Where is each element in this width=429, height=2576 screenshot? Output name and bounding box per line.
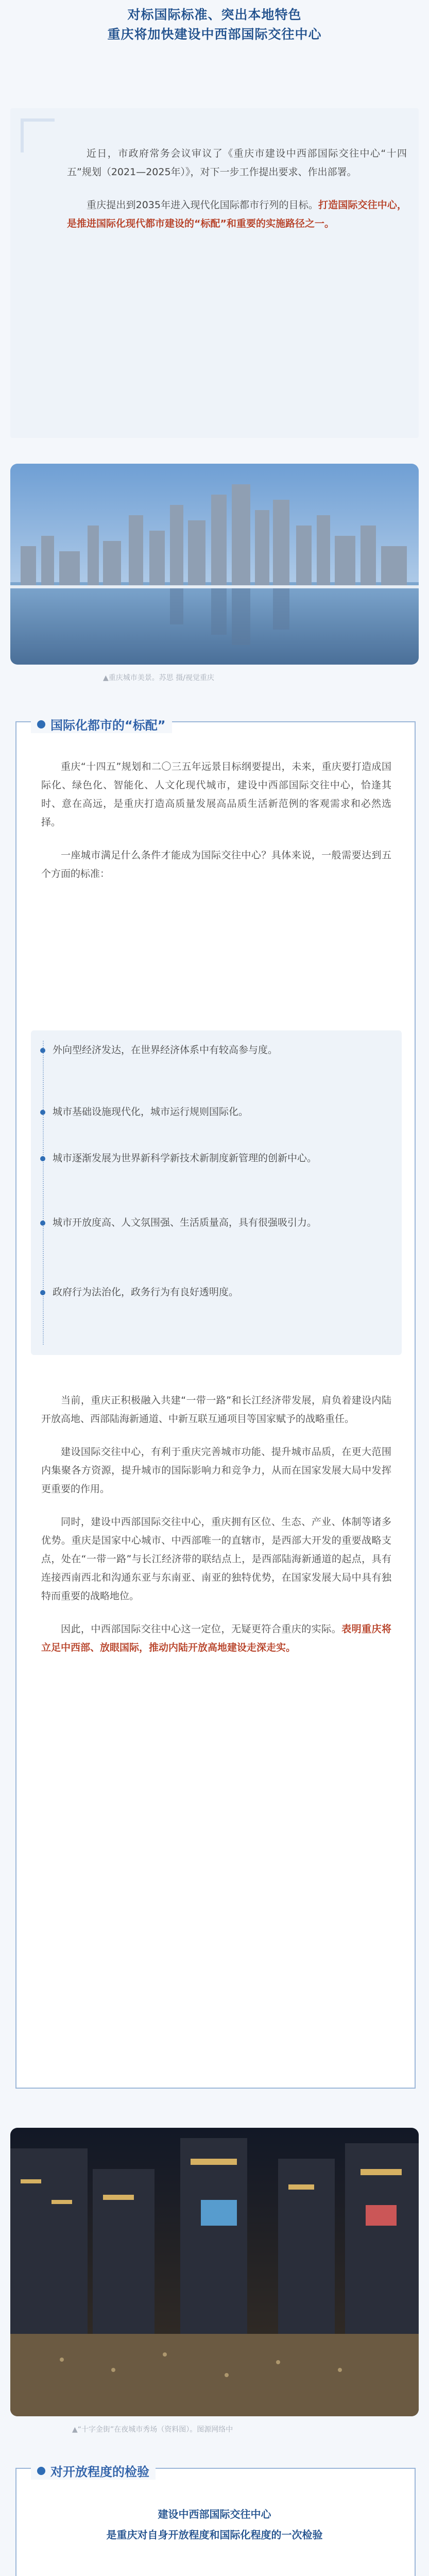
criteria-item-text: 外向型经济发达，在世界经济体系中有较高参与度。: [53, 1044, 278, 1056]
city-skyline-photo: [10, 464, 419, 665]
header-line-1: 对标国际标准、突出本地特色: [127, 7, 302, 22]
intro-paragraph-1: 近日，市政府常务会议审议了《重庆市建设中西部国际交往中心“十四五”规划（2021—2025年）》，对下一步工作提出要求、作出部署。: [67, 148, 407, 178]
intro-highlight: 打造国际交往中心，是推进国际化现代都市建设的“标配”和重要的实施路径之一。: [67, 199, 407, 229]
section1-paragraph-6: [41, 1620, 391, 1657]
header-line-2: 重庆将加快建设中西部国际交往中心: [107, 27, 322, 42]
section1-paragraph-3: 当前，重庆正积极融入共建“一带一路”和长江经济带发展，肩负着建设内陆开放高地、西部陆海新通道、中新互联互通项目等国家赋予的战略重任。: [41, 1395, 391, 1425]
section1-highlight: 表明重庆将立足中西部、放眼国际，推动内陆开放高地建设走深走实。: [41, 1623, 391, 1653]
criteria-item-text: 城市基础设施现代化，城市运行规则国际化。: [53, 1106, 249, 1117]
section1-paragraph-1: 重庆“十四五”规划和二〇三五年远景目标纲要提出，未来，重庆要打造成国际化、绿色化、智能化、人文化现代城市，建设中西部国际交往中心，恰逢其时、意在高远，是重庆打造高质量发展高品质生活新范例的客观需求和必然选择。: [41, 761, 391, 828]
section1-title: 国际化都市的“标配”: [50, 718, 166, 733]
intro-box: [10, 108, 419, 438]
photo2-caption: ▲“十字金街”在夜城市秀场（资料图）。图源网络中: [72, 2426, 233, 2434]
criteria-item: [40, 1103, 390, 1121]
photo1-caption: ▲重庆城市美景。苏思 摄/视觉重庆: [103, 674, 214, 682]
bullet-dot-icon: [40, 1110, 45, 1115]
night-street-image: [10, 2128, 419, 2416]
section1-paragraph-2: 一座城市满足什么条件才能成为国际交往中心？具体来说，一般需要达到五个方面的标准：: [41, 850, 391, 879]
criteria-item: [40, 1213, 390, 1232]
section2-subheading-line-2: 是重庆对自身开放程度和国际化程度的一次检验: [106, 2529, 323, 2541]
section2-title: 对开放程度的检验: [50, 2465, 149, 2479]
criteria-item-text: 城市开放度高、人文氛围强、生活质量高，具有很强吸引力。: [53, 1217, 317, 1228]
section1-heading: [31, 715, 172, 733]
section1-body-top: [41, 757, 391, 897]
intro-paragraph-2: [67, 196, 407, 233]
section1-paragraph-4: 建设国际交往中心，有利于重庆完善城市功能、提升城市品质，在更大范围内集聚各方资源，提升城市的国际影响力和竞争力，从而在国家发展大局中发挥更重要的作用。: [41, 1446, 391, 1495]
quote-corner-decoration: [19, 116, 60, 158]
bullet-dot-icon: [40, 1156, 45, 1161]
header-title: [0, 5, 429, 44]
bullet-dot-icon: [40, 1290, 45, 1295]
section1-body-bottom: [41, 1391, 391, 1671]
bullet-dot-icon: [40, 1048, 45, 1053]
section2-subheading: [31, 2504, 398, 2545]
criteria-list-box: [31, 1030, 402, 1355]
section1-paragraph-6-text: 因此，中西部国际交往中心这一定位，无疑更符合重庆的实际。: [61, 1623, 342, 1635]
section2-subheading-line-1: 建设中西部国际交往中心: [158, 2508, 271, 2520]
skyline-image: [10, 464, 419, 665]
section2-heading: [31, 2462, 156, 2480]
criteria-item: [40, 1041, 390, 1059]
intro-paragraph-2-text: 重庆提出到2035年进入现代化国际都市行列的目标。: [87, 199, 319, 211]
bullet-dot-icon: [40, 1221, 45, 1226]
criteria-item-text: 政府行为法治化，政务行为有良好透明度。: [53, 1286, 239, 1298]
night-street-photo: [10, 2128, 419, 2416]
criteria-item: [40, 1283, 390, 1301]
section-bullet-icon: [37, 2467, 45, 2475]
criteria-item: [40, 1149, 390, 1167]
section1-paragraph-5: 同时，建设中西部国际交往中心，重庆拥有区位、生态、产业、体制等诸多优势。重庆是国家中心城市、中西部唯一的直辖市，是西部大开发的重要战略支点，处在“一带一路”与长江经济带的联结点上，是西部陆海新通道的起点，具有连接西南西北和沟通东亚与东南亚、南亚的独特优势，在国家发展大局中具有独特而重要的战略地位。: [41, 1516, 391, 1602]
section-bullet-icon: [37, 720, 45, 728]
criteria-item-text: 城市逐渐发展为世界新科学新技术新制度新管理的创新中心。: [53, 1153, 317, 1164]
